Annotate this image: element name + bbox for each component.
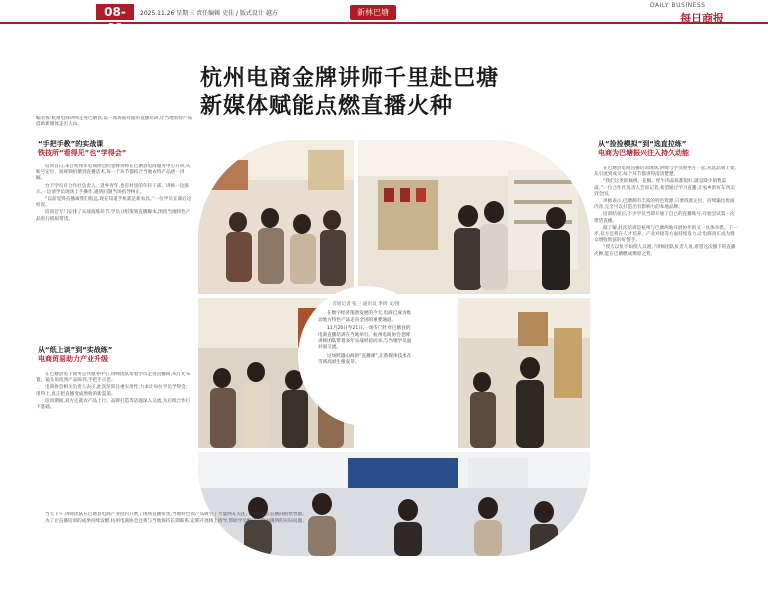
photo-speaker <box>458 298 590 448</box>
paragraph: 为了让直播培训的成果持续发酵,杭州电商协会还将与当地保持长期联系,定期开展线上指导,帮助学员解决运营中遇到的实际问题。 <box>45 519 307 525</box>
issue-meta: 2025.11.26 星期三 责任编辑 史佳 / 版式设计 越方 <box>140 10 278 17</box>
masthead <box>0 0 768 35</box>
subheading-right <box>598 140 738 158</box>
subheading-right-line-2: 电商为巴塘振兴注入持久动能 <box>598 149 689 157</box>
paragraph: 电商协会相关负责人表示,此次培训注重实用性,力求让每位学员学得会、用得上,真正把直播变成增收的新渠道。 <box>36 385 191 397</box>
left-body-2 <box>36 372 192 532</box>
bottom-body <box>36 512 366 558</box>
paragraph: 培训首日,来自杭州市电商协会的金牌讲师在巴塘县电商服务中心开讲,从账号定位、短视频拍摄到直播话术,每一个环节都结合当地农特产品逐一讲解。 <box>36 164 191 182</box>
paragraph: “我们这里的核桃、花椒、牦牛肉品质都很好,就是缺少销售渠道。”一位合作社负责人告诉记者,希望通过学习直播,让家乡的好东西卖到全国。 <box>594 179 735 197</box>
subheading-left-2-line-2: 电商贸易助力产业升级 <box>38 355 108 363</box>
paragraph: 讲师表示,巴塘拥有丰富的特色资源,只要找准定位、持续输出优质内容,完全可以打造出有影响力的本地品牌。 <box>594 199 735 211</box>
subheading-left-1-line-2: 铁技所“看得见”也“学得会” <box>38 149 127 157</box>
center-paragraph: 在数字经济蓬勃发展的今天,电商已成为推动地方特色产品走向全国的重要通道。 <box>318 311 412 323</box>
subheading-right-line-1: 从“捡捡模拟”到“选直拉练” <box>598 140 687 148</box>
paper-name-en: DAILY BUSINESS <box>650 2 706 9</box>
paragraph: 在巴塘县电商直播培训现场,讲师与学员围坐在一起,从选品到上架,从引流到成交,每个环节都讲得清清楚楚。 <box>594 166 737 178</box>
paragraph: 台下学员有合作社负责人、返乡青年,也有村里的年轻干部。讲师一边演示,一边请学员现场上手操作,遇到问题当场指导纠正。 <box>36 183 189 195</box>
paragraph: 据了解,此次培训是杭州与巴塘两地开展协作的又一具体举措。下一步,双方还将在人才培养、产业对接等方面持续发力,让电商真正成为群众增收致富的好帮手。 <box>594 225 738 244</box>
paragraph: 当天下午,讲师团队在巴塘县电商产业园内开展了现场直播带货,当地特色农产品吸引了大量网友关注,不少产品在直播间很快售罄。 <box>45 512 307 517</box>
intro-text: 编者按:杭州电商讲师走进巴塘县,以一场场面对面的直播培训,让当地农特产品借助新媒体走出大山。 <box>36 116 193 128</box>
headline <box>200 64 530 120</box>
subheading-left-1 <box>38 140 188 158</box>
section-badge: 新林巴塘 <box>350 5 396 20</box>
paragraph: “授人以鱼不如授人以渔。”讲师团队负责人说,希望这次播下的直播火种,能在巴塘燃成燎原之势。 <box>594 245 736 257</box>
headline-line-1: 杭州电商金牌讲师千里赴巴塘 <box>200 65 500 91</box>
paragraph: “以前觉得直播离我们很远,现在知道手机就是新农具。”一位学员在课后这样说。 <box>36 197 192 209</box>
page-number: 08-09 <box>96 4 134 20</box>
photo-shop <box>358 140 590 294</box>
subheading-left-2 <box>38 346 188 364</box>
left-body-1 <box>36 164 192 334</box>
center-paragraph: 11月20日至21日,一场专门针对巴塘县的电商直播培训在当地举行。杭州电商协会金牌讲师团队带着多年实战经验而来,与当地学员面对面交流。 <box>318 326 412 351</box>
paper-name-cn: 每日商报 <box>680 12 724 25</box>
paragraph: 培训结束后,不少学员当即开通了自己的直播账号,开始尝试第一次带货直播。 <box>594 212 735 224</box>
headline-line-2: 新媒体赋能点燃直播火种 <box>200 93 454 119</box>
right-body <box>594 166 738 556</box>
subheading-left-1-line-1: “手把手教”的实战课 <box>38 140 104 148</box>
paragraph: 在巴塘县电子商务公共服务中心,讲师团队带着学员走进直播间,从灯光布置、镜头角度到产品陈列,手把手示范。 <box>36 372 191 384</box>
byline: 首席记者 张三 通讯员 李四 文/图 <box>332 302 400 307</box>
subheading-left-2-line-1: 从“纸上谈”到“实战练” <box>38 346 113 354</box>
photo-classroom <box>198 140 354 294</box>
center-article <box>318 302 414 369</box>
center-paragraph: 这场跨越山海的“直播课”,让新媒体技术在雪域高原生根发芽。 <box>318 353 412 366</box>
paragraph: 培训期间,双方还就农产品上行、品牌打造等话题深入交流,为后续合作打下基础。 <box>36 398 191 411</box>
paragraph: 培训还专门安排了实战演练环节,学员分组策划直播脚本,围绕当地特色产品进行模拟带货。 <box>36 210 191 222</box>
